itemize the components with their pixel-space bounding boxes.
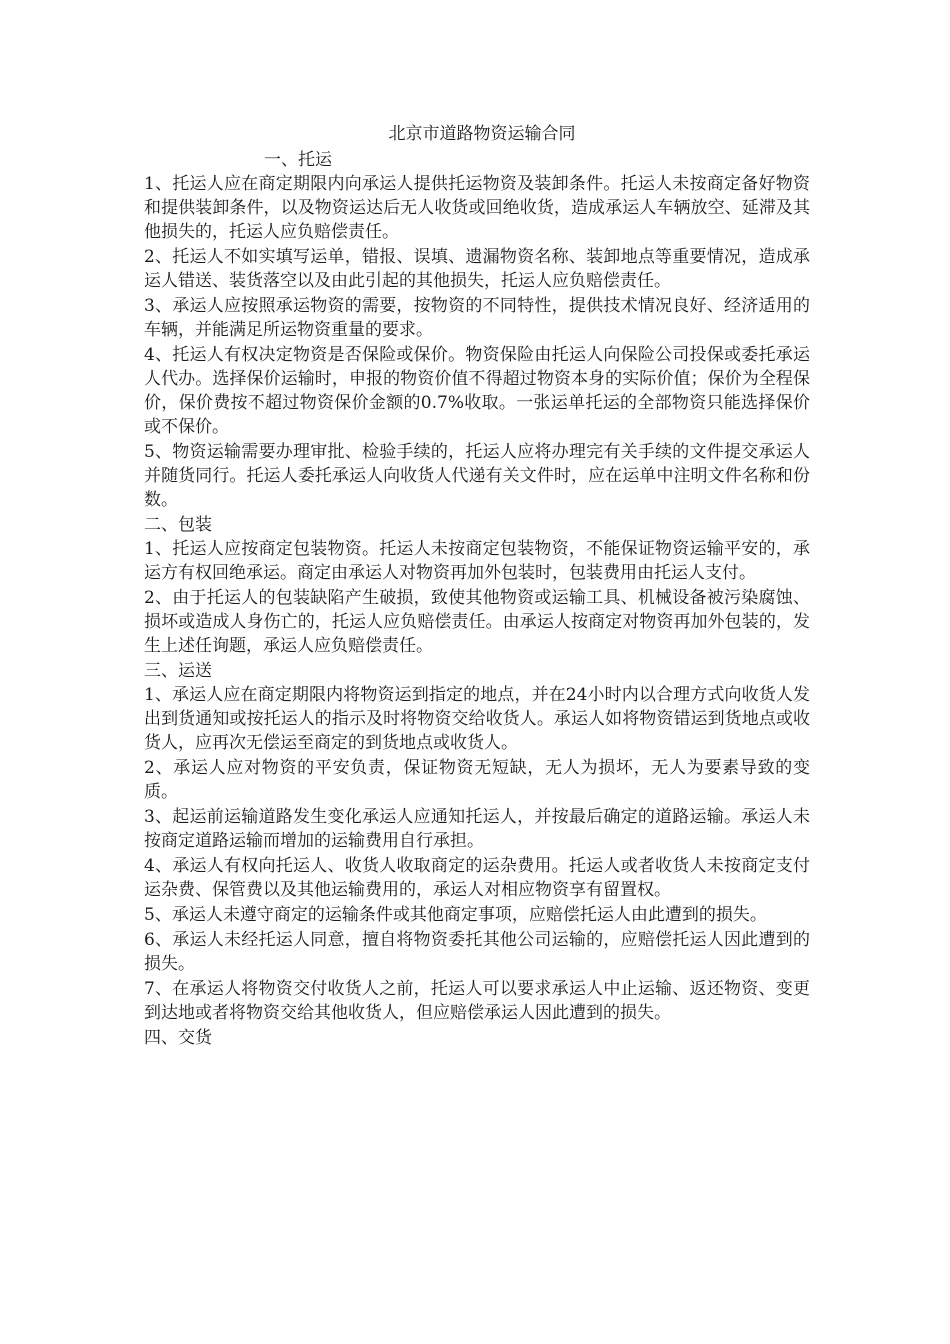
paragraph: 2、由于托运人的包装缺陷产生破损，致使其他物资或运输工具、机械设备被污染腐蚀、损坏或造成人身伤亡的，托运人应负赔偿责任。由承运人按商定对物资再加外包装的，发生上述任询题，承运人应负赔偿责任。: [144, 588, 810, 656]
paragraph: 3、起运前运输道路发生变化承运人应通知托运人，并按最后确定的道路运输。承运人未按商定道路运输而增加的运输费用自行承担。: [144, 807, 810, 851]
paragraph: 1、托运人应在商定期限内向承运人提供托运物资及装卸条件。托运人未按商定备好物资和提供装卸条件，以及物资运达后无人收货或回绝收货，造成承运人车辆放空、延滞及其他损失的，托运人应负赔偿责任。: [144, 174, 810, 242]
section-heading-delivery: 四、交货: [144, 1028, 212, 1048]
document-title: 北京市道路物资运输合同: [388, 124, 576, 144]
paragraph: 4、承运人有权向托运人、收货人收取商定的运杂费用。托运人或者收货人未按商定支付运杂费、保管费以及其他运输费用的，承运人对相应物资享有留置权。: [144, 856, 810, 900]
paragraph: 2、托运人不如实填写运单，错报、误填、遗漏物资名称、装卸地点等重要情况，造成承运人错送、装货落空以及由此引起的其他损失，托运人应负赔偿责任。: [144, 247, 810, 291]
paragraph: 7、在承运人将物资交付收货人之前，托运人可以要求承运人中止运输、返还物资、变更到达地或者将物资交给其他收货人，但应赔偿承运人因此遭到的损失。: [144, 979, 810, 1023]
paragraph: 1、承运人应在商定期限内将物资运到指定的地点，并在24小时内以合理方式向收货人发出到货通知或按托运人的指示及时将物资交给收货人。承运人如将物资错运到货地点或收货人，应再次无偿运至商定的到货地点或收货人。: [144, 685, 810, 753]
paragraph: 6、承运人未经托运人同意，擅自将物资委托其他公司运输的，应赔偿托运人因此遭到的损失。: [144, 930, 810, 974]
section-heading-consignment: 一、托运: [264, 150, 332, 170]
section-heading-packaging: 二、包装: [144, 515, 212, 535]
paragraph: 5、承运人未遵守商定的运输条件或其他商定事项，应赔偿托运人由此遭到的损失。: [144, 905, 767, 925]
document-page: [144, 122, 810, 1050]
paragraph: 5、物资运输需要办理审批、检验手续的，托运人应将办理完有关手续的文件提交承运人并随货同行。托运人委托承运人向收货人代递有关文件时，应在运单中注明文件名称和份数。: [144, 442, 810, 510]
section-heading-transport: 三、运送: [144, 661, 212, 681]
paragraph: 4、托运人有权决定物资是否保险或保价。物资保险由托运人向保险公司投保或委托承运人代办。选择保价运输时，申报的物资价值不得超过物资本身的实际价值；保价为全程保价，保价费按不超过物资保价金额的0.7%收取。一张运单托运的全部物资只能选择保价或不保价。: [144, 345, 810, 437]
paragraph: 2、承运人应对物资的平安负责，保证物资无短缺，无人为损坏，无人为要素导致的变质。: [144, 758, 810, 802]
paragraph: 3、承运人应按照承运物资的需要，按物资的不同特性，提供技术情况良好、经济适用的车辆，并能满足所运物资重量的要求。: [144, 296, 810, 340]
paragraph: 1、托运人应按商定包装物资。托运人未按商定包装物资，不能保证物资运输平安的，承运方有权回绝承运。商定由承运人对物资再加外包装时，包装费用由托运人支付。: [144, 539, 810, 583]
